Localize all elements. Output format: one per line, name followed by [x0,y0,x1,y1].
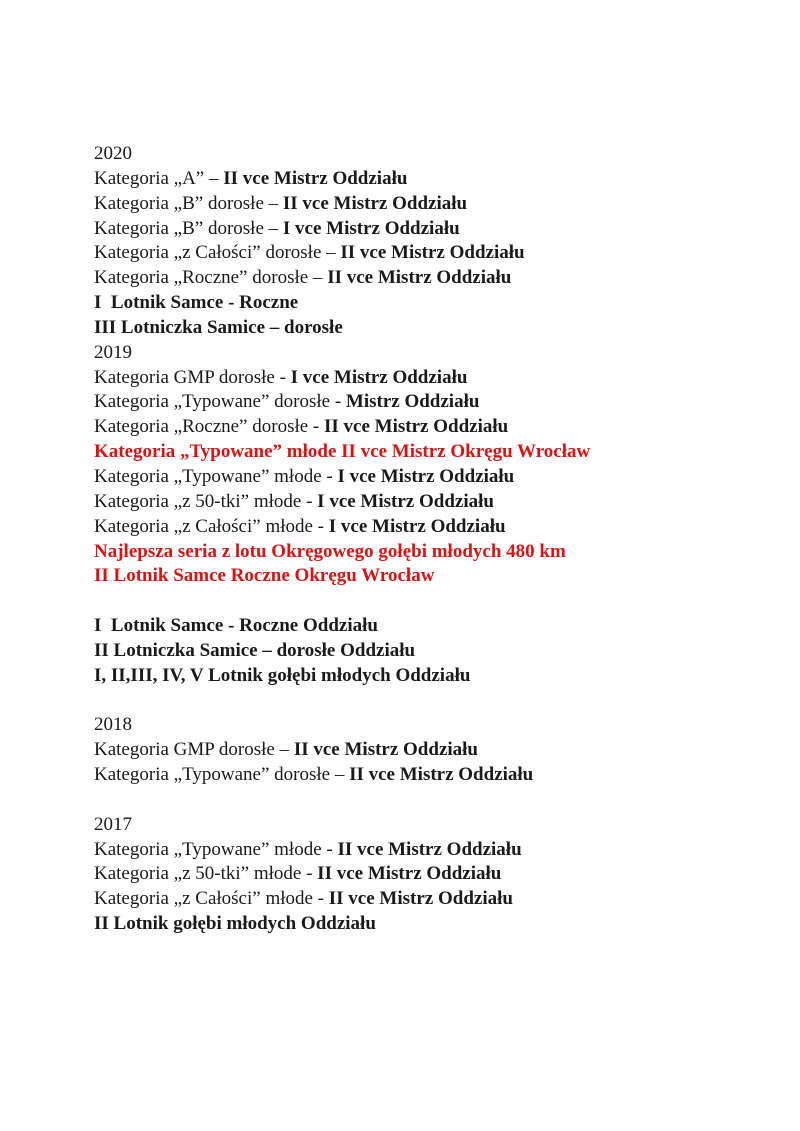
text-segment: Kategoria „Typowane” młode - [94,465,338,487]
text-line [94,564,740,589]
bold-text-segment: II vce Mistrz Oddziału [223,167,408,189]
bold-text-segment: II vce Mistrz Oddziału [317,863,502,885]
text-segment: Kategoria „Roczne” dorosłe – [94,267,328,289]
text-line [94,291,740,316]
text-line [94,490,740,515]
text-segment: Kategoria „z Całości” młode - [94,515,329,537]
bold-text-segment: I Lotnik Samce - Roczne [94,292,299,314]
text-line [94,217,740,242]
bold-text-segment: II Lotniczka Samice – dorosłe Oddziału [94,639,416,661]
text-segment: 2018 [94,714,132,736]
bold-text-segment: I vce Mistrz Oddziału [317,490,494,512]
bold-text-segment: III Lotniczka Samice – dorosłe [94,316,343,338]
text-segment: Kategoria „z 50-tki” młode - [94,863,318,885]
bold-text-segment: II vce Mistrz Oddziału [327,267,512,289]
text-segment: Kategoria „A” – [94,167,224,189]
text-line [94,341,740,366]
text-line [94,515,740,540]
blank-line [94,788,740,813]
bold-text-segment: I vce Mistrz Oddziału [337,465,515,487]
document-body [94,142,740,937]
text-line [94,614,740,639]
text-line [94,266,740,291]
text-segment: Kategoria „B” dorosłe – [94,217,283,239]
text-line [94,415,740,440]
highlighted-text-segment: II Lotnik Samce Roczne Okręgu Wrocław [94,565,435,587]
text-segment: Kategoria „z Całości” młode - [94,888,329,910]
bold-text-segment: II Lotnik gołębi młodych Oddziału [94,913,376,935]
text-line [94,887,740,912]
bold-text-segment: II vce Mistrz Oddziału [293,739,479,761]
text-line [94,316,740,341]
text-line [94,540,740,565]
text-line [94,763,740,788]
text-line [94,142,740,167]
text-line [94,192,740,217]
bold-text-segment: II vce Mistrz Oddziału [349,764,534,786]
bold-text-segment: II vce Mistrz Oddziału [328,888,513,910]
bold-text-segment: II vce Mistrz Oddziału [340,242,525,264]
text-line [94,813,740,838]
blank-line [94,689,740,714]
text-segment: 2019 [94,341,132,363]
text-line [94,390,740,415]
text-line [94,664,740,689]
highlighted-text-segment: Kategoria „Typowane” młode II vce Mistrz Okręgu Wrocław [94,441,591,463]
bold-text-segment: II vce Mistrz Oddziału [282,192,468,214]
text-segment: Kategoria „Typowane” dorosłe - [94,391,346,413]
blank-line [94,589,740,614]
text-line [94,862,740,887]
text-line [94,912,740,937]
highlighted-text-segment: Najlepsza seria z lotu Okręgowego gołębi młodych 480 km [94,540,566,562]
text-segment: Kategoria GMP dorosłe – [94,739,294,761]
bold-text-segment: I, II,III, IV, V Lotnik gołębi młodych Oddziału [94,664,471,686]
text-line [94,440,740,465]
text-line [94,167,740,192]
text-segment: Kategoria „Typowane” dorosłe – [94,764,350,786]
text-line [94,738,740,763]
text-segment: Kategoria „z Całości” dorosłe – [94,242,341,264]
text-line [94,639,740,664]
bold-text-segment: I vce Mistrz Oddziału [328,515,506,537]
text-line [94,465,740,490]
text-line [94,241,740,266]
bold-text-segment: I vce Mistrz Oddziału [282,217,460,239]
bold-text-segment: Mistrz Oddziału [345,391,480,413]
text-segment: Kategoria „Typowane” młode - [94,838,338,860]
text-segment: Kategoria „B” dorosłe – [94,192,283,214]
text-segment: Kategoria GMP dorosłe - [94,366,291,388]
text-segment: 2017 [94,813,132,835]
text-line [94,713,740,738]
text-segment: 2020 [94,143,132,164]
bold-text-segment: I Lotnik Samce - Roczne Oddziału [94,615,378,637]
text-segment: Kategoria „Roczne” dorosłe - [94,416,325,438]
bold-text-segment: II vce Mistrz Oddziału [324,416,509,438]
bold-text-segment: I vce Mistrz Oddziału [290,366,468,388]
text-segment: Kategoria „z 50-tki” młode - [94,490,318,512]
text-line [94,366,740,391]
bold-text-segment: II vce Mistrz Oddziału [337,838,522,860]
text-line [94,838,740,863]
